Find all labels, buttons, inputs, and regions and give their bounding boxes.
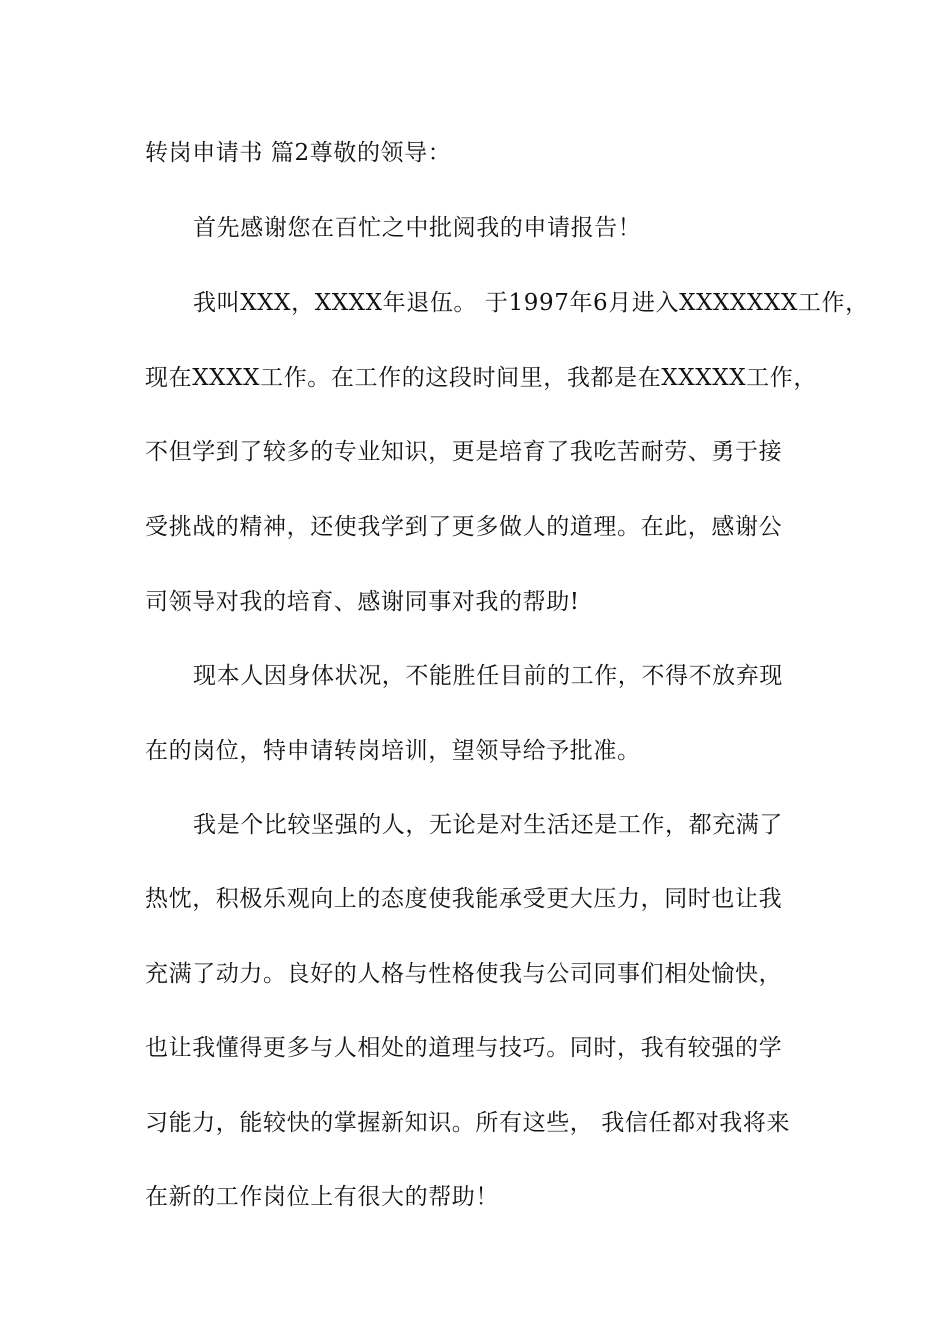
paragraph-line: 受挑战的精神，还使我学到了更多做人的道理。在此，感谢公 (145, 514, 783, 540)
paragraph-line: 在的岗位，特申请转岗培训，望领导给予批准。 (145, 738, 641, 764)
document-heading-line: 转岗申请书 篇2尊敬的领导： (145, 140, 452, 166)
paragraph-line: 也让我懂得更多与人相处的道理与技巧。同时，我有较强的学 (145, 1035, 783, 1061)
paragraph-line: 在新的工作岗位上有很大的帮助！ (145, 1184, 499, 1210)
paragraph-line: 充满了动力。良好的人格与性格使我与公司同事们相处愉快， (145, 961, 783, 987)
paragraph-line: 热忱，积极乐观向上的态度使我能承受更大压力，同时也让我 (145, 886, 783, 912)
paragraph-line: 习能力，能较快的掌握新知识。所有这些， 我信任都对我将来 (145, 1110, 791, 1136)
paragraph-line: 我是个比较坚强的人，无论是对生活还是工作，都充满了 (193, 812, 783, 838)
paragraph-line: 首先感谢您在百忙之中批阅我的申请报告！ (193, 215, 642, 241)
paragraph-line: 我叫XXX，XXXX年退伍。 于1997年6月进入XXXXXXX工作， (193, 290, 869, 316)
paragraph-line: 现本人因身体状况，不能胜任目前的工作，不得不放弃现 (193, 663, 783, 689)
paragraph-line: 不但学到了较多的专业知识，更是培育了我吃苦耐劳、勇于接 (145, 439, 783, 465)
paragraph-line: 现在XXXX工作。在工作的这段时间里，我都是在XXXXX工作， (145, 365, 817, 391)
paragraph-line: 司领导对我的培育、感谢同事对我的帮助! (145, 589, 580, 615)
